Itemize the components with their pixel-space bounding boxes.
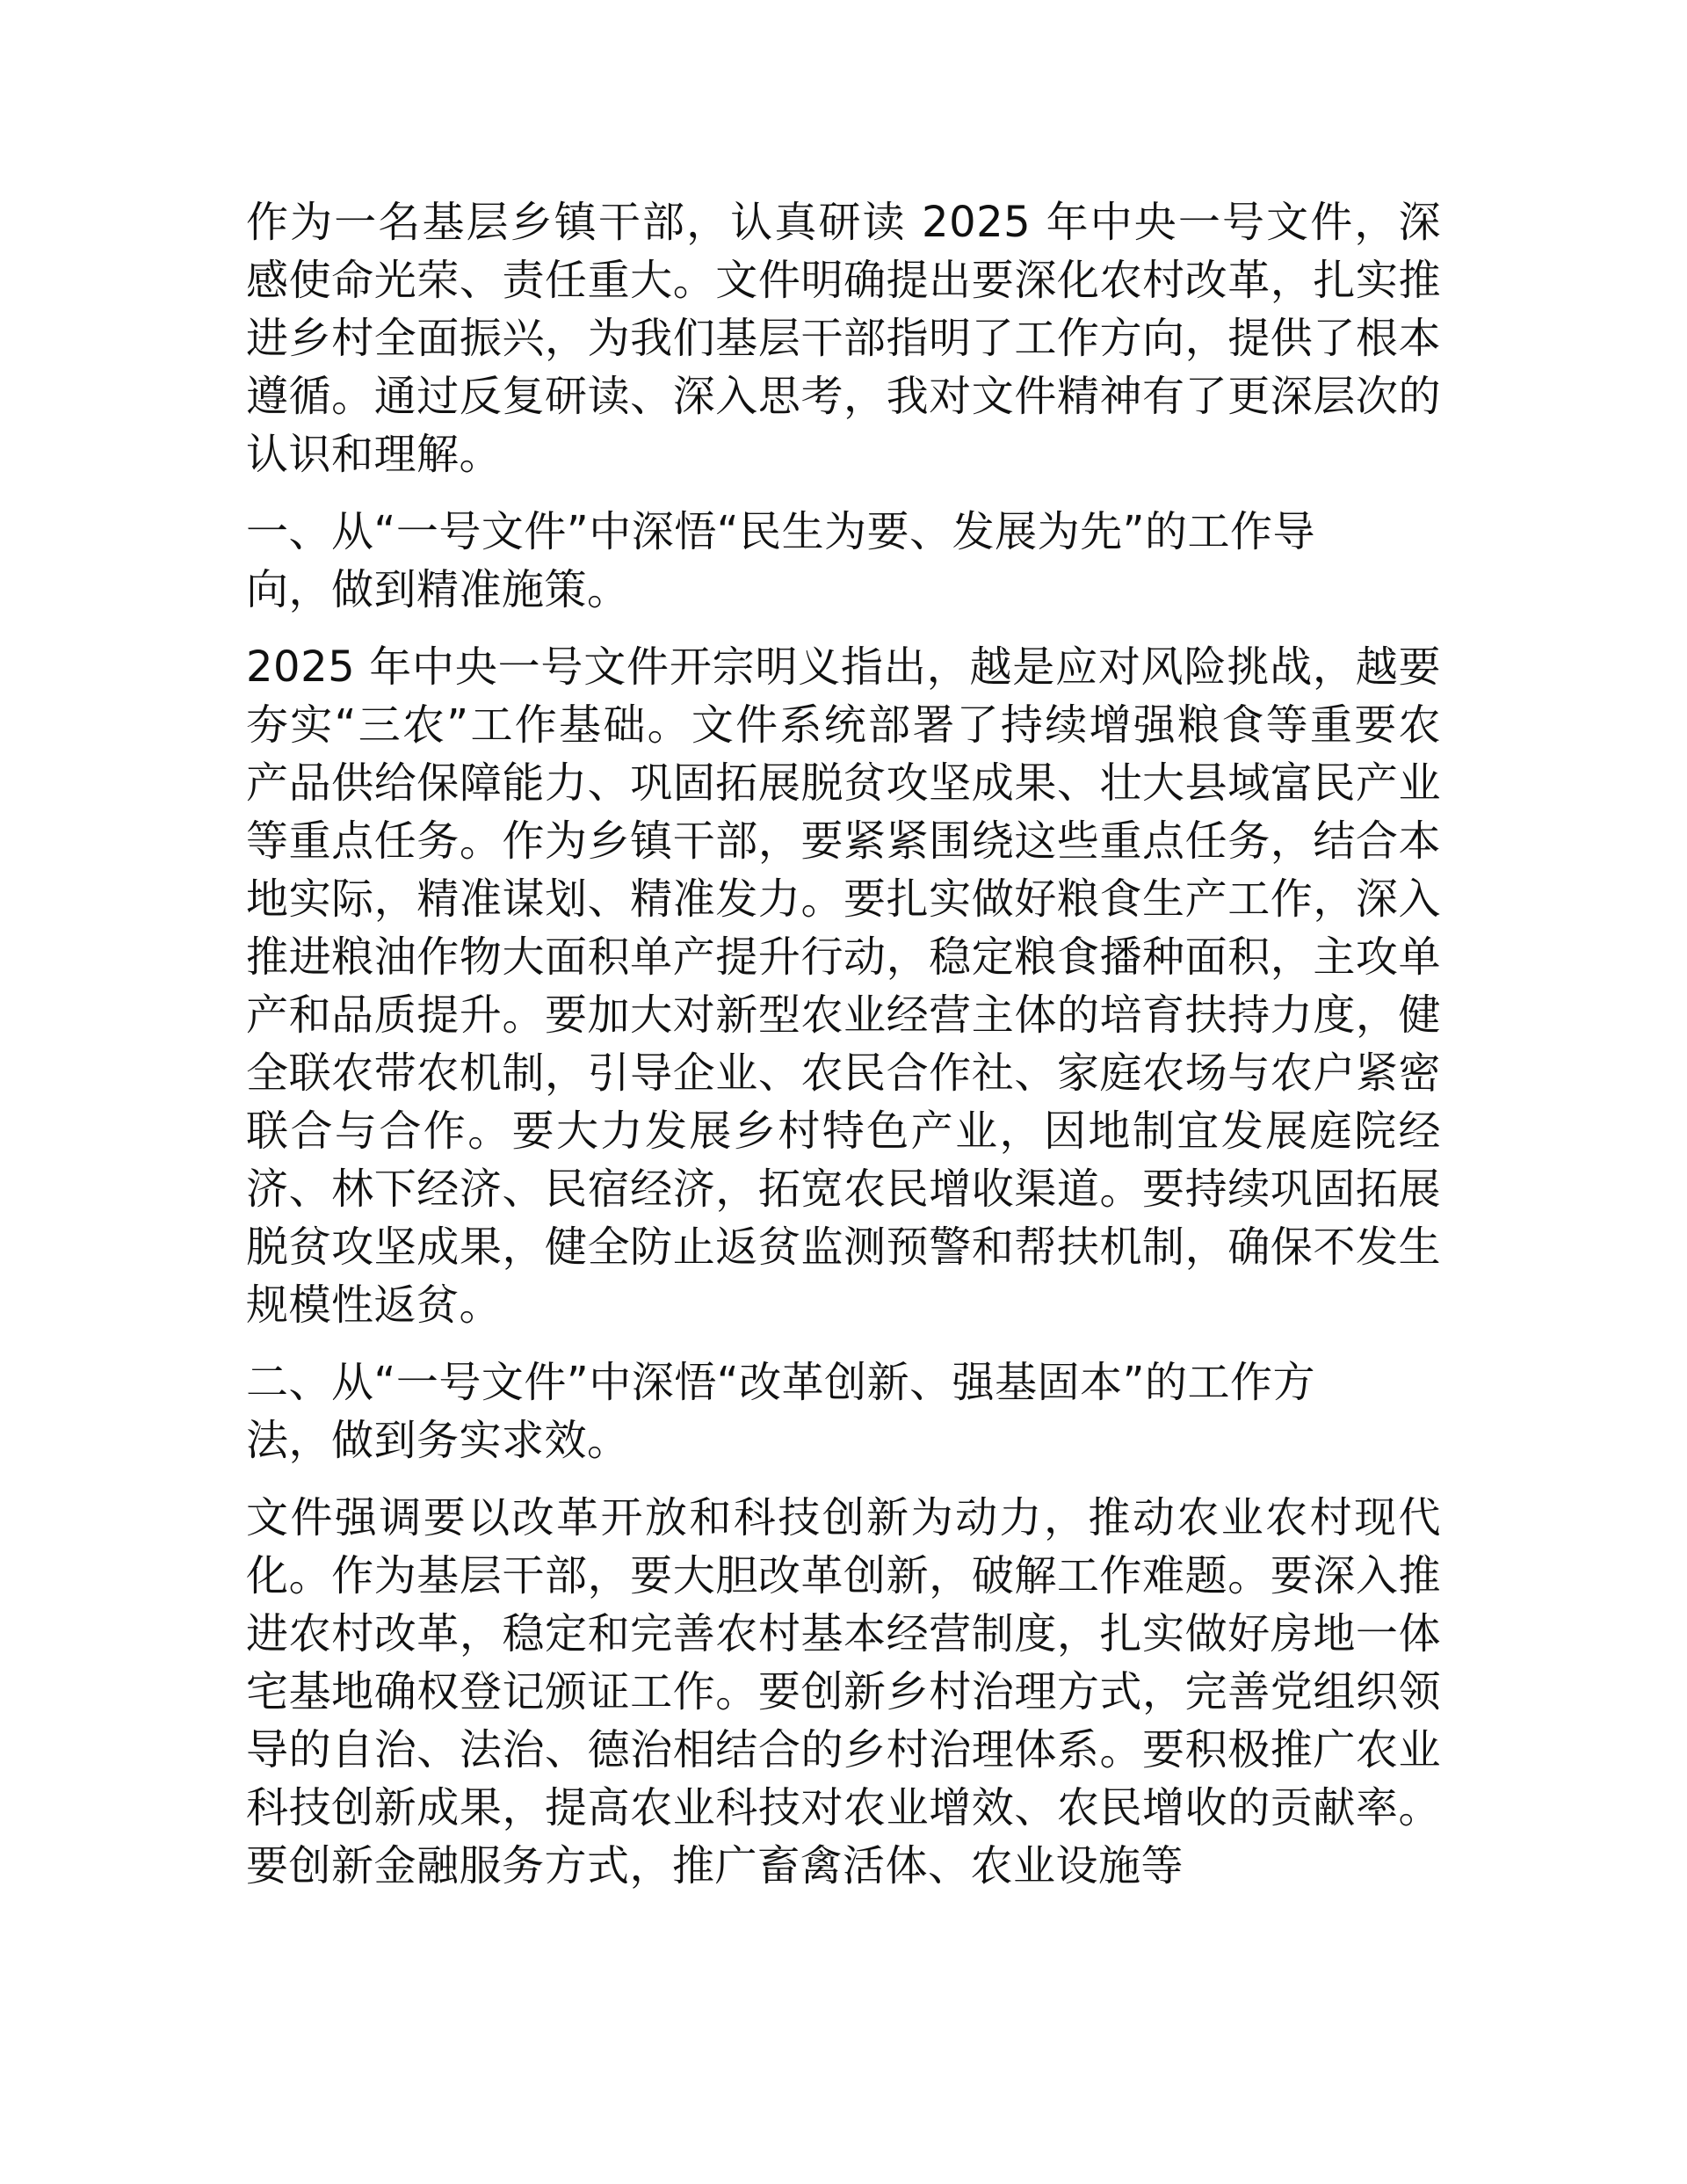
section-2-paragraph: 文件强调要以改革开放和科技创新为动力，推动农业农村现代化。作为基层干部，要大胆改革创新，破解工作难题。要深入推进农村改革，稳定和完善农村基本经营制度，扎实做好房地一体宅基地确权登记颁证工作。要创新乡村治理方式，完善党组织领导的自治、法治、德治相结合的乡村治理体系。要积极推广农业科技创新成果，提高农业科技对农业增效、农民增收的贡献率。要创新金融服务方式，推广畜禽活体、农业设施等: [246, 1493, 1441, 1890]
section-heading-2: 二、从“一号文件”中深悟“改革创新、强基固本”的工作方法，做到务实求效。: [246, 1358, 1315, 1465]
section-heading-1: 一、从“一号文件”中深悟“民生为要、发展为先”的工作导向，做到精准施策。: [246, 507, 1315, 614]
document-page: [246, 193, 1441, 1914]
section-1-paragraph: 2025 年中央一号文件开宗明义指出，越是应对风险挑战，越要夯实“三农”工作基础。文件系统部署了持续增强粮食等重要农产品供给保障能力、巩固拓展脱贫攻坚成果、壮大县域富民产业等重点任务。作为乡镇干部，要紧紧围绕这些重点任务，结合本地实际，精准谋划、精准发力。要扎实做好粮食生产工作，深入推进粮油作物大面积单产提升行动，稳定粮食播种面积，主攻单产和品质提升。要加大对新型农业经营主体的培育扶持力度，健全联农带农机制，引导企业、农民合作社、家庭农场与农户紧密联合与合作。要大力发展乡村特色产业，因地制宜发展庭院经济、林下经济、民宿经济，拓宽农民增收渠道。要持续巩固拓展脱贫攻坚成果，健全防止返贫监测预警和帮扶机制，确保不发生规模性返贫。: [246, 642, 1441, 1330]
intro-paragraph: 作为一名基层乡镇干部，认真研读 2025 年中央一号文件，深感使命光荣、责任重大。文件明确提出要深化农村改革，扎实推进乡村全面振兴，为我们基层干部指明了工作方向，提供了根本遵循。通过反复研读、深入思考，我对文件精神有了更深层次的认识和理解。: [246, 198, 1441, 479]
